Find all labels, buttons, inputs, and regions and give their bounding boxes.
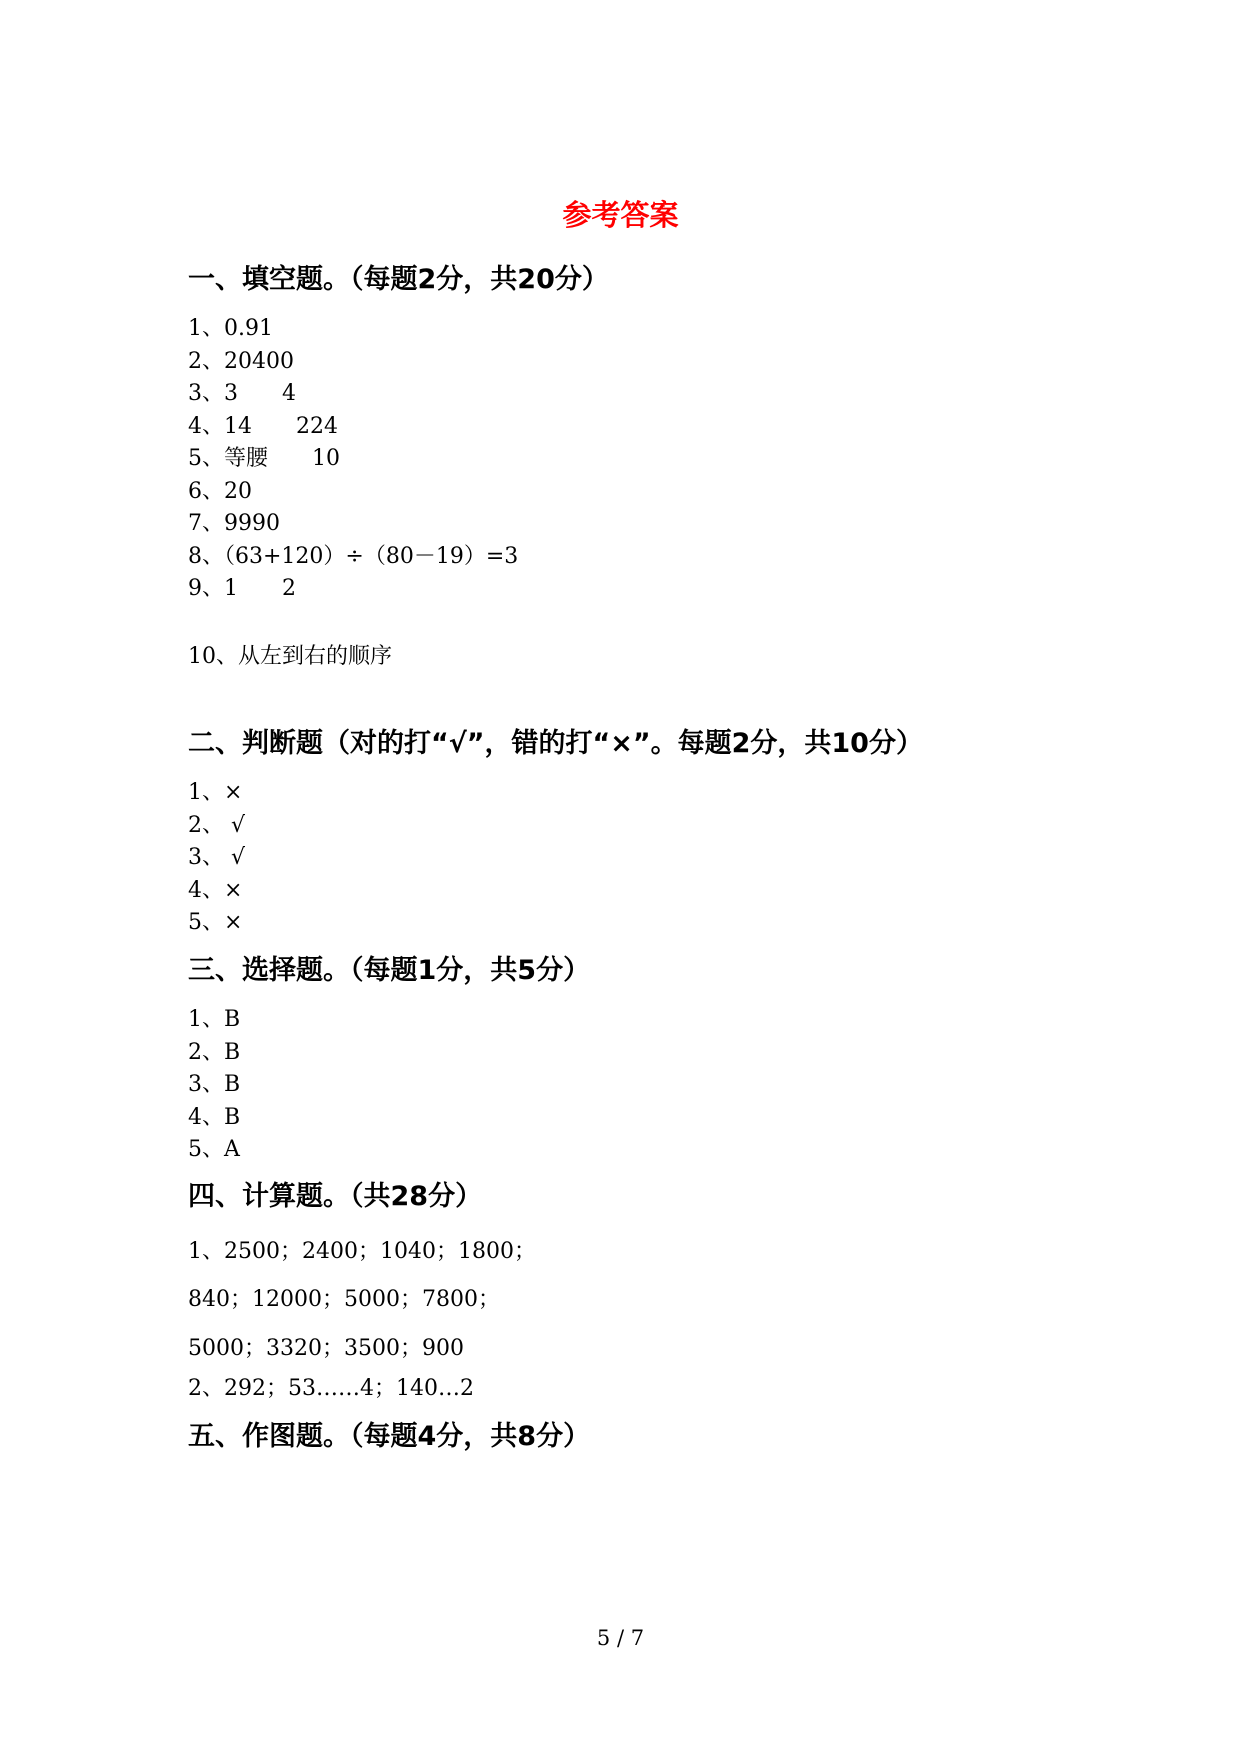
section-heading-calculation: 四、计算题。（共28分） — [188, 1181, 483, 1212]
page-title: 参考答案 — [562, 198, 679, 232]
answer-line: 2、292；53……4；140…2 — [188, 1376, 474, 1401]
answer-line: 1、× — [188, 780, 243, 805]
section-heading-drawing: 五、作图题。（每题4分，共8分） — [188, 1421, 591, 1452]
answer-line: 4、× — [188, 878, 243, 903]
section-heading-fill-blank: 一、填空题。（每题2分，共20分） — [188, 264, 609, 295]
page-number: 5 / 7 — [596, 1626, 645, 1650]
answer-line: 3、B — [188, 1072, 241, 1097]
answer-line: 3、3 4 — [188, 381, 296, 406]
section-heading-multiple-choice: 三、选择题。（每题1分，共5分） — [188, 955, 591, 986]
answer-line: 6、20 — [188, 479, 252, 504]
answer-line: 4、B — [188, 1105, 241, 1130]
answer-line: 5000；3320；3500；900 — [188, 1336, 464, 1361]
answer-line: 2、B — [188, 1040, 241, 1065]
answer-line: 840；12000；5000；7800； — [188, 1287, 500, 1312]
answer-line: 9、1 2 — [188, 576, 296, 601]
answer-line: 8、（63+120）÷（80－19）=3 — [188, 544, 519, 569]
answer-line: 4、14 224 — [188, 414, 338, 439]
section-heading-true-false: 二、判断题（对的打“√”，错的打“×”。每题2分，共10分） — [188, 728, 923, 759]
answer-line: 2、 √ — [188, 813, 246, 838]
answer-line: 5、等腰 10 — [188, 446, 340, 471]
answer-line: 2、20400 — [188, 349, 294, 374]
answer-line: 1、B — [188, 1007, 241, 1032]
answer-line: 1、0.91 — [188, 316, 273, 341]
answer-line: 5、× — [188, 910, 243, 935]
answer-line: 5、A — [188, 1137, 240, 1162]
answer-line: 3、 √ — [188, 845, 246, 870]
answer-line: 10、从左到右的顺序 — [188, 644, 392, 669]
answer-line: 1、2500；2400；1040；1800； — [188, 1239, 536, 1264]
answer-line: 7、9990 — [188, 511, 280, 536]
